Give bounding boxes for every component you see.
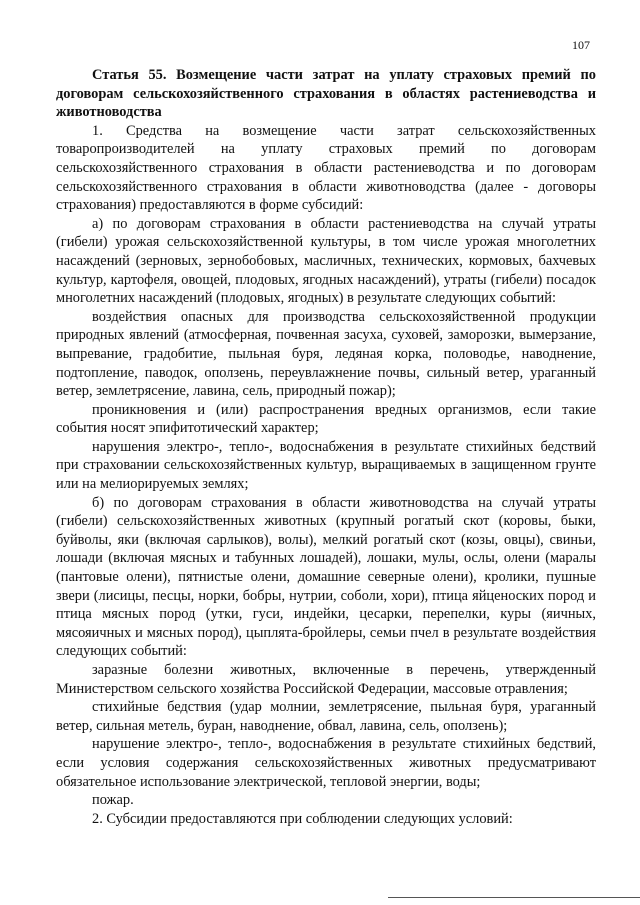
paragraph: заразные болезни животных, включенные в перечень, утвержденный Министерством сельского хозяйства Российской Федерации, массовые отравления; [56, 662, 596, 697]
paragraph: 2. Субсидии предоставляются при соблюдении следующих условий: [92, 810, 513, 827]
paragraph: нарушение электро-, тепло-, водоснабжения в результате стихийных бедствий, если условия содержания сельскохозяйственных животных предусматривают обязательное использование электрической, тепловой энергии, воды; [56, 736, 596, 790]
document-body [56, 66, 596, 828]
paragraph: б) по договорам страхования в области животноводства на случай утраты (гибели) сельскохозяйственных животных (крупный рогатый скот (коровы, быки, буйволы, яки (включая сарлыков), волы), мелкий рогатый скот (козы, овцы), свиньи, лошади (включая мясных и табунных лошадей), лошаки, мулы, ослы, олени (маралы (пантовые олени), пятнистые олени, домашние северные олени), кролики, пушные звери (лисицы, песцы, норки, бобры, нутрии, соболи, хори), птица яйценоских пород и птица мясных пород (утки, гуси, индейки, цесарки, перепелки, куры (яичных, мясояичных и мясных пород), цыплята-бройлеры, семьи пчел в результате воздействия следующих событий: [56, 494, 596, 660]
paragraph: проникновения и (или) распространения вредных организмов, если такие события носят эпифитотический характер; [56, 401, 596, 437]
paragraph: а) по договорам страхования в области растениеводства на случай утраты (гибели) урожая сельскохозяйственной культуры, в том числе урожая многолетних насаждений (зерновых, зернобобовых, масличных, технических, кормовых, бахчевых культур, картофеля, овощей, плодовых, ягодных насаждений), утраты (гибели) посадок многолетних насаждений (плодовых, ягодных) в результате следующих событий: [56, 215, 596, 307]
paragraph: 1. Средства на возмещение части затрат сельскохозяйственных товаропроизводителей на уплату страховых премий по договорам сельскохозяйственного страхования в области растениеводства и по договорам сельскохозяйственного страхования в области животноводства (далее - договоры страхования) предоставляются в форме субсидий: [56, 122, 596, 214]
paragraph: стихийные бедствия (удар молнии, землетрясение, пыльная буря, ураганный ветер, сильная метель, буран, наводнение, обвал, лавина, сель, оползень); [56, 699, 596, 734]
bottom-divider [388, 897, 640, 898]
paragraph: нарушения электро-, тепло-, водоснабжения в результате стихийных бедствий при страховании сельскохозяйственных культур, выращиваемых в защищенном грунте или на мелиорируемых землях; [56, 438, 596, 493]
page-number: 107 [572, 38, 590, 52]
paragraph: пожар. [92, 792, 134, 809]
paragraph: воздействия опасных для производства сельскохозяйственной продукции природных явлений (атмосферная, почвенная засуха, суховей, заморозки, вымерзание, выпревание, градобитие, пыльная буря, ледяная корка, половодье, наводнение, подтопление, паводок, оползень, переувлажнение почвы, сильный ветер, ураганный ветер, землетрясение, лавина, сель, природный пожар); [56, 308, 596, 400]
article-heading: Статья 55. Возмещение части затрат на уплату страховых премий по договорам сельскохозяйственного страхования в областях растениеводства и животноводства [56, 67, 596, 121]
